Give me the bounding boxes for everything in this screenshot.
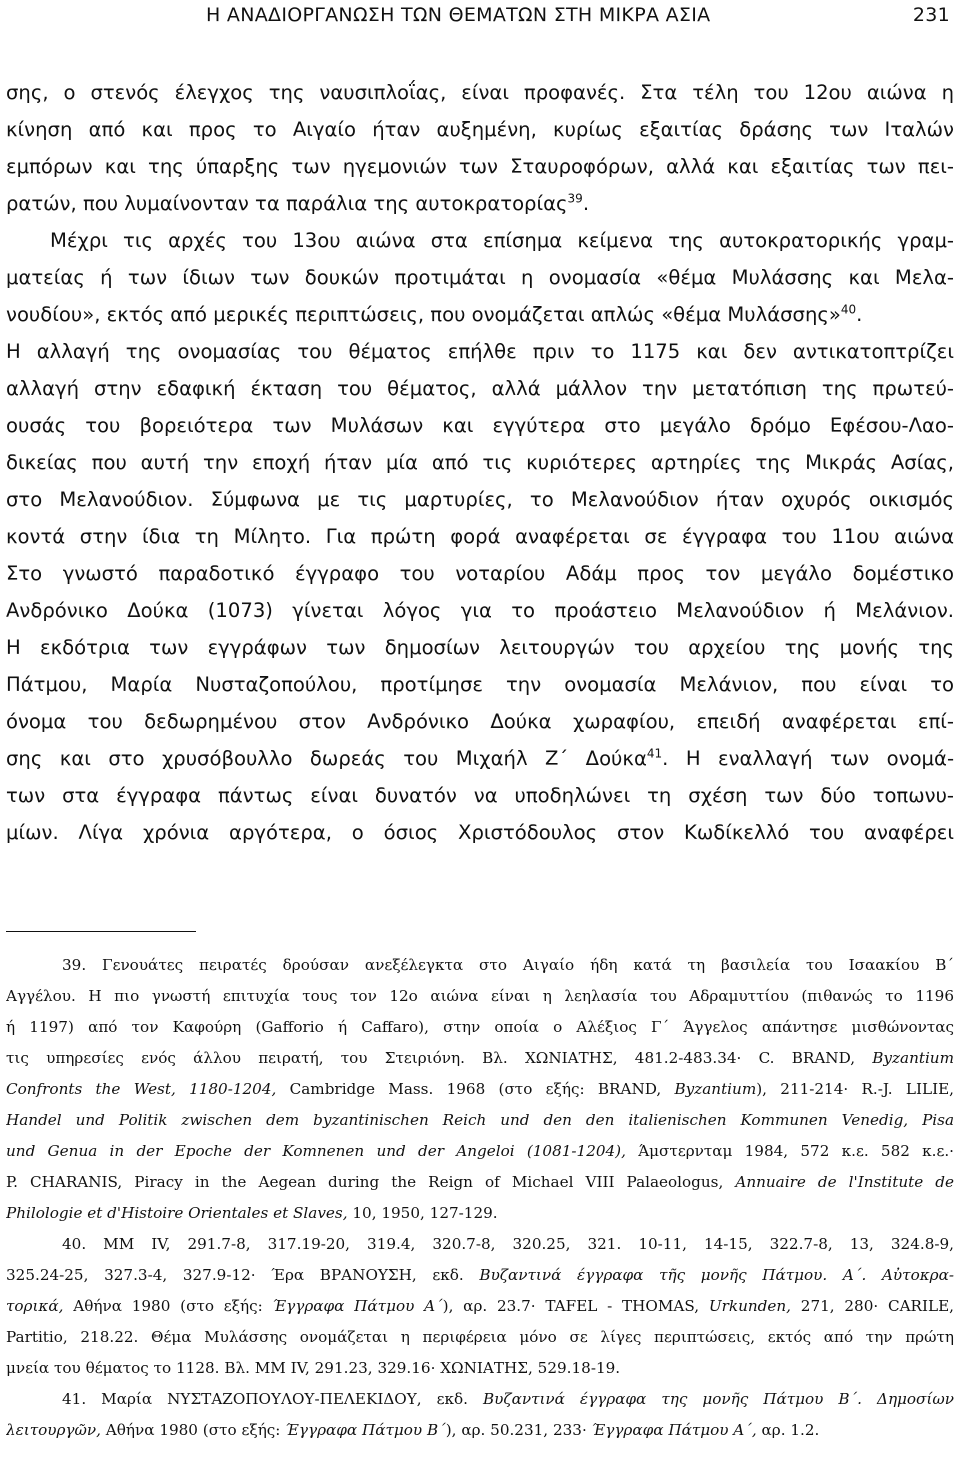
footnote-italic: Urkunden, bbox=[708, 1297, 792, 1315]
footnote-italic: Βυζαντινά έγγραφα τῆς μονῆς Πάτμου. Α΄. Αὐτοκρα- bbox=[479, 1266, 954, 1284]
footnote-line bbox=[6, 1043, 954, 1073]
footnote-line: Αγγέλου. Η πιο γνωστή επιτυχία τους τον 12ο αιώνα είναι η λεηλασία του Αδραμυττίου (πιθανώς το 1196 bbox=[6, 987, 954, 1005]
footnote-italic: λειτουργῶν, bbox=[6, 1421, 101, 1439]
footnote-ref: 41 bbox=[646, 746, 663, 761]
footnote-line: 40. MM IV, 291.7-8, 317.19-20, 319.4, 320.7-8, 320.25, 321. 10-11, 14-15, 322.7-8, 13, 324.8-9, bbox=[62, 1235, 954, 1253]
footnote-text: Cambridge Mass. 1968 (στο εξής: BRAND, bbox=[276, 1080, 675, 1098]
body-line: μίων. Λίγα χρόνια αργότερα, ο όσιος Χριστόδουλος στον Κωδίκελλό του αναφέρει bbox=[6, 821, 954, 844]
footnote-text: P. CHARANIS, Piracy in the Aegean during the Reign of Michael VIII Palaeologus, bbox=[6, 1173, 736, 1191]
footnote-line bbox=[6, 1291, 954, 1321]
body-line: κοντά στην ίδια τη Μίλητο. Για πρώτη φορά αναφέρεται σε έγγραφα του 11ου αιώνα bbox=[6, 525, 954, 548]
footnote-italic: Έγγραφα Πάτμου Β΄ bbox=[285, 1421, 446, 1439]
footnote-text: Αθήνα 1980 (στο εξής: bbox=[63, 1297, 273, 1315]
footnote-line bbox=[6, 1384, 954, 1414]
body-line: Ανδρόνικο Δούκα (1073) γίνεται λόγος για το προάστειο Μελανούδιον ή Μελάνιον. bbox=[6, 599, 954, 622]
body-line: Η αλλαγή της ονομασίας του θέματος επήλθε πριν το 1175 και δεν αντικατοπτρίζει bbox=[6, 340, 954, 363]
body-line: των στα έγγραφα πάντως είναι δυνατόν να υποδηλώνει τη σχέση των δύο τοπωνυ- bbox=[6, 784, 954, 807]
footnote-line: 39. Γενουάτες πειρατές δρούσαν ανεξέλεγκτα στο Αιγαίο ήδη κατά τη βασιλεία του Ισαακίου Β΄ bbox=[62, 956, 954, 974]
footnote-text: 10, 1950, 127-129. bbox=[347, 1204, 498, 1222]
body-line-text: σης και στο χρυσόβουλλο δωρεάς του Μιχαήλ Ζ΄ Δούκα bbox=[6, 747, 647, 770]
footnote-text: αρ. 1.2. bbox=[756, 1421, 820, 1439]
body-line: Στο γνωστό παραδοτικό έγγραφο του νοταρίου Αδάμ προς τον μεγάλο δομέστικο bbox=[6, 562, 954, 585]
footnote-ref: 39 bbox=[567, 191, 583, 206]
footnote-line bbox=[6, 1167, 954, 1197]
footnote-text: 325.24-25, 327.3-4, 327.9-12· Έρα ΒΡΑΝΟΥΣΗ, εκδ. bbox=[6, 1266, 480, 1284]
body-line: ματείας ή των ίδιων των δουκών προτιμάται η ονομασία «θέμα Μυλάσσης και Μελα- bbox=[6, 266, 954, 289]
footnote-line bbox=[6, 1136, 954, 1166]
footnote-ref: 40 bbox=[840, 302, 857, 317]
punctuation: . bbox=[662, 747, 669, 770]
body-line: σης, ο στενός έλεγχος της ναυσιπλοΐας, είναι προφανές. Στα τέλη του 12ου αιώνα η bbox=[6, 81, 954, 104]
footnote-line bbox=[6, 1260, 954, 1290]
footnote-italic: Byzantium bbox=[674, 1080, 757, 1098]
footnote-text: ), 211-214· R.-J. LILIE, bbox=[756, 1080, 954, 1098]
footnote-line: ή 1197) από τον Καφούρη (Gafforio ή Caffaro), στην οποία ο Αλέξιος Γ΄ Άγγελος απάντησε μισθώνοντας bbox=[6, 1018, 954, 1036]
body-line: αλλαγή στην εδαφική έκταση του θέματος, αλλά μάλλον την μετατόπιση της πρωτεύ- bbox=[6, 377, 954, 400]
body-line-text: νουδίου», εκτός από μερικές περιπτώσεις, που ονομάζεται απλώς «θέμα Μυλάσσης» bbox=[6, 303, 841, 326]
body-line bbox=[6, 741, 954, 777]
body-line: ουσάς του βορειότερα των Μυλάσων και εγγύτερα στο μεγάλο δρόμο Εφέσου-Λαο- bbox=[6, 414, 954, 437]
body-line bbox=[6, 186, 954, 222]
footnote-italic: und Genua in der Epoche der Komnenen und der Angeloi (1081-1204), bbox=[6, 1142, 626, 1160]
footnote-line: Handel und Politik zwischen dem byzantinischen Reich und den den italienischen Kommunen Venedig, Pisa bbox=[6, 1111, 954, 1129]
page-number: 231 bbox=[912, 4, 950, 26]
body-line bbox=[6, 297, 954, 333]
punctuation: . bbox=[582, 192, 590, 215]
footnote-text: ), αρ. 50.231, 233· bbox=[445, 1421, 592, 1439]
footnote-italic: τορικά, bbox=[6, 1297, 64, 1315]
footnote-line bbox=[6, 1074, 954, 1104]
footnote-italic: Philologie et d'Histoire Orientales et Slaves, bbox=[6, 1204, 348, 1222]
footnote-text: 41. Μαρία ΝΥΣΤΑΖΟΠΟΥΛΟΥ-ΠΕΛΕΚΙΔΟΥ, εκδ. bbox=[62, 1390, 483, 1408]
footnote-italic: Confronts the West, 1180-1204, bbox=[6, 1080, 277, 1098]
footnote-line bbox=[6, 1198, 954, 1228]
body-line: όνομα του δεδωρημένου στον Ανδρόνικο Δούκα χωραφίου, επειδή αναφέρεται επί- bbox=[6, 710, 954, 733]
footnote-italic: Βυζαντινά έγγραφα της μονῆς Πάτμου Β΄. Δημοσίων bbox=[482, 1390, 954, 1408]
footnote-text: Αθήνα 1980 (στο εξής: bbox=[100, 1421, 286, 1439]
footnote-italic: Έγγραφα Πάτμου Α΄ bbox=[272, 1297, 443, 1315]
body-line-text: Η εναλλαγή των ονομά- bbox=[685, 747, 954, 770]
body-line: Μέχρι τις αρχές του 13ου αιώνα στα επίσημα κείμενα της αυτοκρατορικής γραμ- bbox=[50, 229, 954, 252]
footnote-line: μνεία του θέματος το 1128. Βλ. MM IV, 291.23, 329.16· ΧΩΝΙΑΤΗΣ, 529.18-19. bbox=[6, 1359, 621, 1377]
body-line: κίνηση από και προς το Αιγαίο ήταν αυξημένη, κυρίως εξαιτίας δράσης των Ιταλών bbox=[6, 118, 954, 141]
body-line: Η εκδότρια των εγγράφων των δημοσίων λειτουργών του αρχείου της μονής της bbox=[6, 636, 954, 659]
body-line: εμπόρων και της ύπαρξης των ηγεμονιών των Σταυροφόρων, αλλά και εξαιτίας των πει- bbox=[6, 155, 954, 178]
footnote-text: Άμστερνταμ 1984, 572 κ.ε. 582 κ.ε.· bbox=[625, 1142, 954, 1160]
running-title: Η ΑΝΑΔΙΟΡΓΑΝΩΣΗ ΤΩΝ ΘΕΜΑΤΩΝ ΣΤΗ ΜΙΚΡΑ ΑΣΙΑ bbox=[206, 4, 711, 26]
footnote-text: 271, 280· CARILE, bbox=[791, 1297, 954, 1315]
body-line: Πάτμου, Μαρία Νυσταζοπούλου, προτίμησε την ονομασία Μελάνιον, που είναι το bbox=[6, 673, 954, 696]
footnote-italic: Byzantium bbox=[872, 1049, 954, 1067]
footnote-text: ), αρ. 23.7· TAFEL - THOMAS, bbox=[442, 1297, 709, 1315]
footnote-italic: Annuaire de l'Institute de bbox=[735, 1173, 954, 1191]
footnote-line: Partitio, 218.22. Θέμα Μυλάσσης ονομάζεται η περιφέρεια μόνο σε λίγες περιπτώσεις, εκτός από την πρώτη bbox=[6, 1328, 954, 1346]
body-line-text: ρατών, που λυμαίνονταν τα παράλια της αυτοκρατορίας bbox=[6, 192, 568, 215]
footnote-italic: Έγγραφα Πάτμου Α΄, bbox=[591, 1421, 757, 1439]
footnote-separator bbox=[6, 931, 196, 932]
body-line: δικείας που αυτή την εποχή ήταν μία από τις κυριότερες αρτηρίες της Μικράς Ασίας, bbox=[6, 451, 954, 474]
footnote-text: τις υπηρεσίες ενός άλλου πειρατή, του Στειριόνη. Βλ. ΧΩΝΙΑΤΗΣ, 481.2-483.34· C. BRAND, bbox=[6, 1049, 873, 1067]
punctuation: . bbox=[856, 303, 863, 326]
footnote-line bbox=[6, 1415, 954, 1445]
body-line: στο Μελανούδιον. Σύμφωνα με τις μαρτυρίες, το Μελανούδιον ήταν οχυρός οικισμός bbox=[6, 488, 954, 511]
running-header bbox=[6, 4, 954, 38]
